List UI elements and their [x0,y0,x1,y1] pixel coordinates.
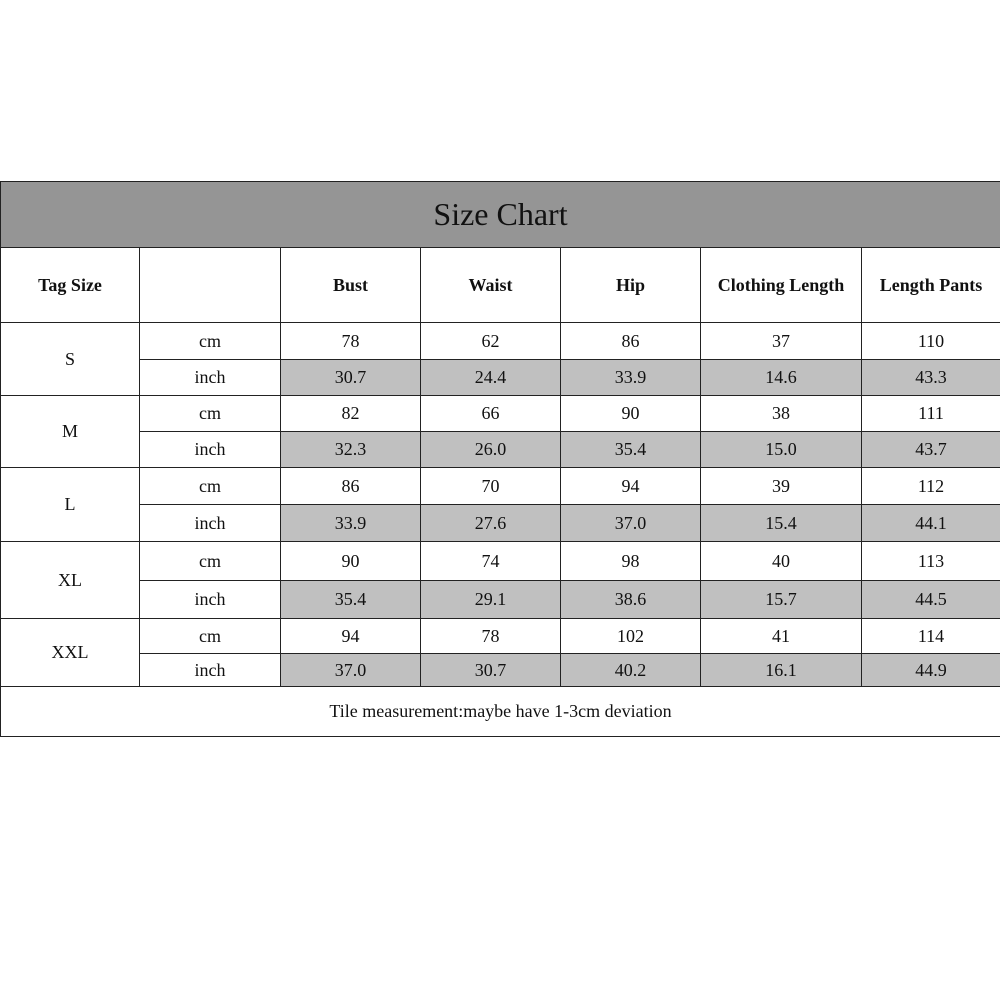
measurement-cell: 15.4 [701,505,862,542]
table-row [1,505,1000,542]
size-chart-table [0,181,1000,737]
measurement-cell: 37.0 [561,505,701,542]
measurement-cell: 82 [281,396,421,432]
table-row [1,323,1000,360]
measurement-cell: 35.4 [281,581,421,619]
measurement-cell: 110 [862,323,1000,360]
measurement-cell: 14.6 [701,360,862,396]
table-row [1,542,1000,581]
header-unit [140,248,281,323]
measurement-cell: 43.7 [862,432,1000,468]
measurement-cell: 62 [421,323,561,360]
table-row [1,396,1000,432]
table-row [1,581,1000,619]
measurement-cell: 32.3 [281,432,421,468]
size-label: S [1,323,140,396]
measurement-cell: 38 [701,396,862,432]
measurement-cell: 40.2 [561,654,701,687]
unit-label: cm [140,542,281,581]
table-row [1,654,1000,687]
unit-label: inch [140,654,281,687]
measurement-cell: 15.0 [701,432,862,468]
measurement-cell: 111 [862,396,1000,432]
measurement-cell: 113 [862,542,1000,581]
header-clothing-length: Clothing Length [701,248,862,323]
measurement-cell: 98 [561,542,701,581]
measurement-cell: 44.9 [862,654,1000,687]
measurement-cell: 15.7 [701,581,862,619]
header-waist: Waist [421,248,561,323]
header-bust: Bust [281,248,421,323]
table-row [1,619,1000,654]
measurement-cell: 90 [561,396,701,432]
size-label: XL [1,542,140,619]
measurement-cell: 114 [862,619,1000,654]
measurement-cell: 26.0 [421,432,561,468]
measurement-cell: 37.0 [281,654,421,687]
unit-label: inch [140,581,281,619]
measurement-cell: 94 [281,619,421,654]
unit-label: inch [140,505,281,542]
measurement-cell: 16.1 [701,654,862,687]
measurement-cell: 27.6 [421,505,561,542]
table-row [1,432,1000,468]
table-row [1,360,1000,396]
measurement-cell: 94 [561,468,701,505]
measurement-cell: 86 [281,468,421,505]
header-tag-size: Tag Size [1,248,140,323]
measurement-cell: 78 [421,619,561,654]
size-label: M [1,396,140,468]
measurement-cell: 33.9 [561,360,701,396]
measurement-cell: 24.4 [421,360,561,396]
measurement-cell: 44.1 [862,505,1000,542]
measurement-cell: 30.7 [281,360,421,396]
measurement-cell: 30.7 [421,654,561,687]
measurement-cell: 70 [421,468,561,505]
measurement-cell: 43.3 [862,360,1000,396]
measurement-cell: 37 [701,323,862,360]
unit-label: cm [140,396,281,432]
header-row [1,248,1000,323]
measurement-cell: 78 [281,323,421,360]
chart-title: Size Chart [1,182,1000,248]
unit-label: cm [140,323,281,360]
measurement-cell: 66 [421,396,561,432]
header-length-pants: Length Pants [862,248,1000,323]
unit-label: inch [140,432,281,468]
measurement-cell: 112 [862,468,1000,505]
measurement-cell: 90 [281,542,421,581]
measurement-cell: 41 [701,619,862,654]
measurement-cell: 33.9 [281,505,421,542]
measurement-cell: 40 [701,542,862,581]
unit-label: cm [140,468,281,505]
measurement-cell: 102 [561,619,701,654]
unit-label: cm [140,619,281,654]
measurement-cell: 74 [421,542,561,581]
size-label: L [1,468,140,542]
footer-note: Tile measurement:maybe have 1-3cm deviation [1,687,1000,737]
table-row [1,468,1000,505]
header-hip: Hip [561,248,701,323]
measurement-cell: 38.6 [561,581,701,619]
measurement-cell: 29.1 [421,581,561,619]
measurement-cell: 35.4 [561,432,701,468]
size-label: XXL [1,619,140,687]
measurement-cell: 39 [701,468,862,505]
measurement-cell: 44.5 [862,581,1000,619]
unit-label: inch [140,360,281,396]
measurement-cell: 86 [561,323,701,360]
